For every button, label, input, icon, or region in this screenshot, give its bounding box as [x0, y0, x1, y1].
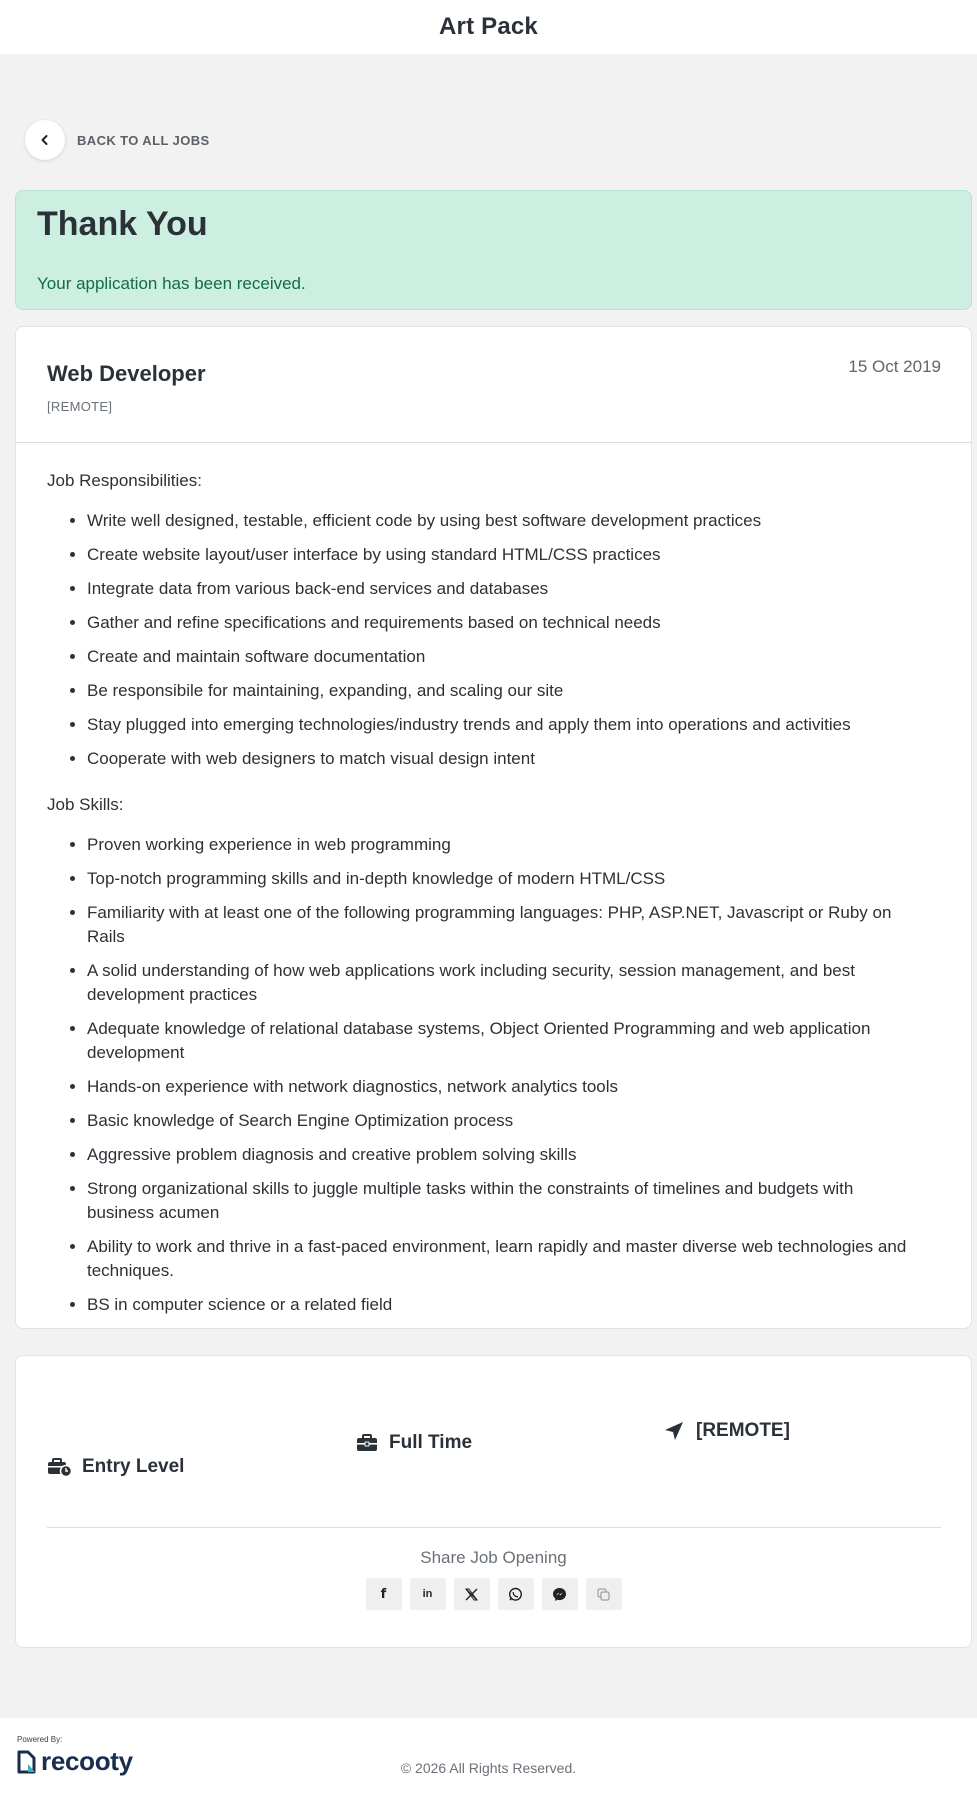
list-item: • Top-notch programming skills and in-depth knowledge of modern HTML/CSS: [87, 867, 940, 891]
success-message: Your application has been received.: [37, 274, 306, 293]
list-item: • Proven working experience in web programming: [87, 833, 940, 857]
share-facebook-button[interactable]: [366, 1578, 402, 1610]
back-button[interactable]: [25, 120, 65, 160]
brand-name: recooty: [41, 1746, 133, 1776]
list-item: • Gather and refine specifications and requirements based on technical needs: [87, 611, 940, 635]
job-location-meta: [661, 1420, 790, 1442]
list-item: • Write well designed, testable, efficient code by using best software development practices: [87, 509, 940, 533]
job-header: [16, 327, 971, 443]
facebook-icon: f: [380, 1586, 387, 1602]
share-x-button[interactable]: [454, 1578, 490, 1610]
back-label[interactable]: BACK TO ALL JOBS: [77, 132, 210, 148]
powered-by-label: Powered By:: [17, 1735, 63, 1744]
list-item: • Basic knowledge of Search Engine Optimization process: [87, 1109, 940, 1133]
list-item: • BS in computer science or a related field: [87, 1293, 940, 1317]
share-label: Share Job Opening: [420, 1548, 567, 1567]
back-to-jobs-link[interactable]: [25, 120, 210, 160]
job-type-label: Full Time: [389, 1432, 473, 1453]
list-item: • Cooperate with web designers to match visual design intent: [87, 747, 940, 771]
whatsapp-icon: [508, 1587, 523, 1602]
skills-list: [47, 833, 940, 1317]
job-title: Web Developer: [47, 361, 206, 386]
divider: [47, 1527, 941, 1528]
share-messenger-button[interactable]: [542, 1578, 578, 1610]
job-level-label: Entry Level: [82, 1456, 185, 1477]
responsibilities-list: [47, 509, 940, 771]
list-item: • Strong organizational skills to juggle multiple tasks within the constraints of timelines and budgets with business acumen: [87, 1177, 940, 1225]
list-item: • Integrate data from various back-end services and databases: [87, 577, 940, 601]
job-type: [354, 1432, 472, 1454]
skills-heading: Job Skills:: [47, 795, 124, 814]
job-meta-card: [15, 1355, 972, 1648]
share-whatsapp-button[interactable]: [498, 1578, 534, 1610]
success-alert: [15, 190, 972, 310]
chevron-left-icon: [39, 134, 51, 146]
list-item: • Be responsibile for maintaining, expanding, and scaling our site: [87, 679, 940, 703]
job-body: [16, 443, 971, 1317]
list-item: • Create and maintain software documentation: [87, 645, 940, 669]
responsibilities-heading: Job Responsibilities:: [47, 471, 202, 490]
list-item: • Create website layout/user interface by using standard HTML/CSS practices: [87, 543, 940, 567]
copyright: © 2026 All Rights Reserved.: [400, 1760, 577, 1776]
list-item: • Adequate knowledge of relational database systems, Object Oriented Programming and web application development: [87, 1017, 940, 1065]
footer: [0, 1718, 977, 1816]
company-title: Art Pack: [439, 13, 538, 40]
top-bar: [0, 0, 977, 54]
list-item: • Familiarity with at least one of the following programming languages: PHP, ASP.NET, Javascript or Ruby on Rails: [87, 901, 940, 949]
copy-link-button[interactable]: [586, 1578, 622, 1610]
linkedin-icon: in: [422, 1588, 433, 1600]
messenger-icon: [552, 1587, 567, 1602]
location-arrow-icon: [661, 1420, 687, 1442]
share-linkedin-button[interactable]: [410, 1578, 446, 1610]
copy-icon: [597, 1588, 610, 1601]
list-item: • Ability to work and thrive in a fast-paced environment, learn rapidly and master diverse web technologies and techniques.: [87, 1235, 940, 1283]
job-description-card: [15, 326, 972, 1329]
x-icon: [465, 1588, 478, 1601]
job-posted-date: 15 Oct 2019: [848, 357, 941, 376]
success-heading: Thank You: [37, 205, 208, 243]
list-item: • Hands-on experience with network diagnostics, network analytics tools: [87, 1075, 940, 1099]
list-item: • Stay plugged into emerging technologies/industry trends and apply them into operations and activities: [87, 713, 940, 737]
job-level: [47, 1456, 184, 1478]
list-item: • Aggressive problem diagnosis and creative problem solving skills: [87, 1143, 940, 1167]
briefcase-clock-icon: [47, 1456, 73, 1478]
briefcase-icon: [354, 1432, 380, 1454]
job-location-label: [REMOTE]: [696, 1420, 790, 1441]
list-item: • A solid understanding of how web applications work including security, session management, and best development practices: [87, 959, 940, 1007]
share-buttons: [16, 1578, 971, 1610]
job-location: [REMOTE]: [47, 399, 113, 414]
